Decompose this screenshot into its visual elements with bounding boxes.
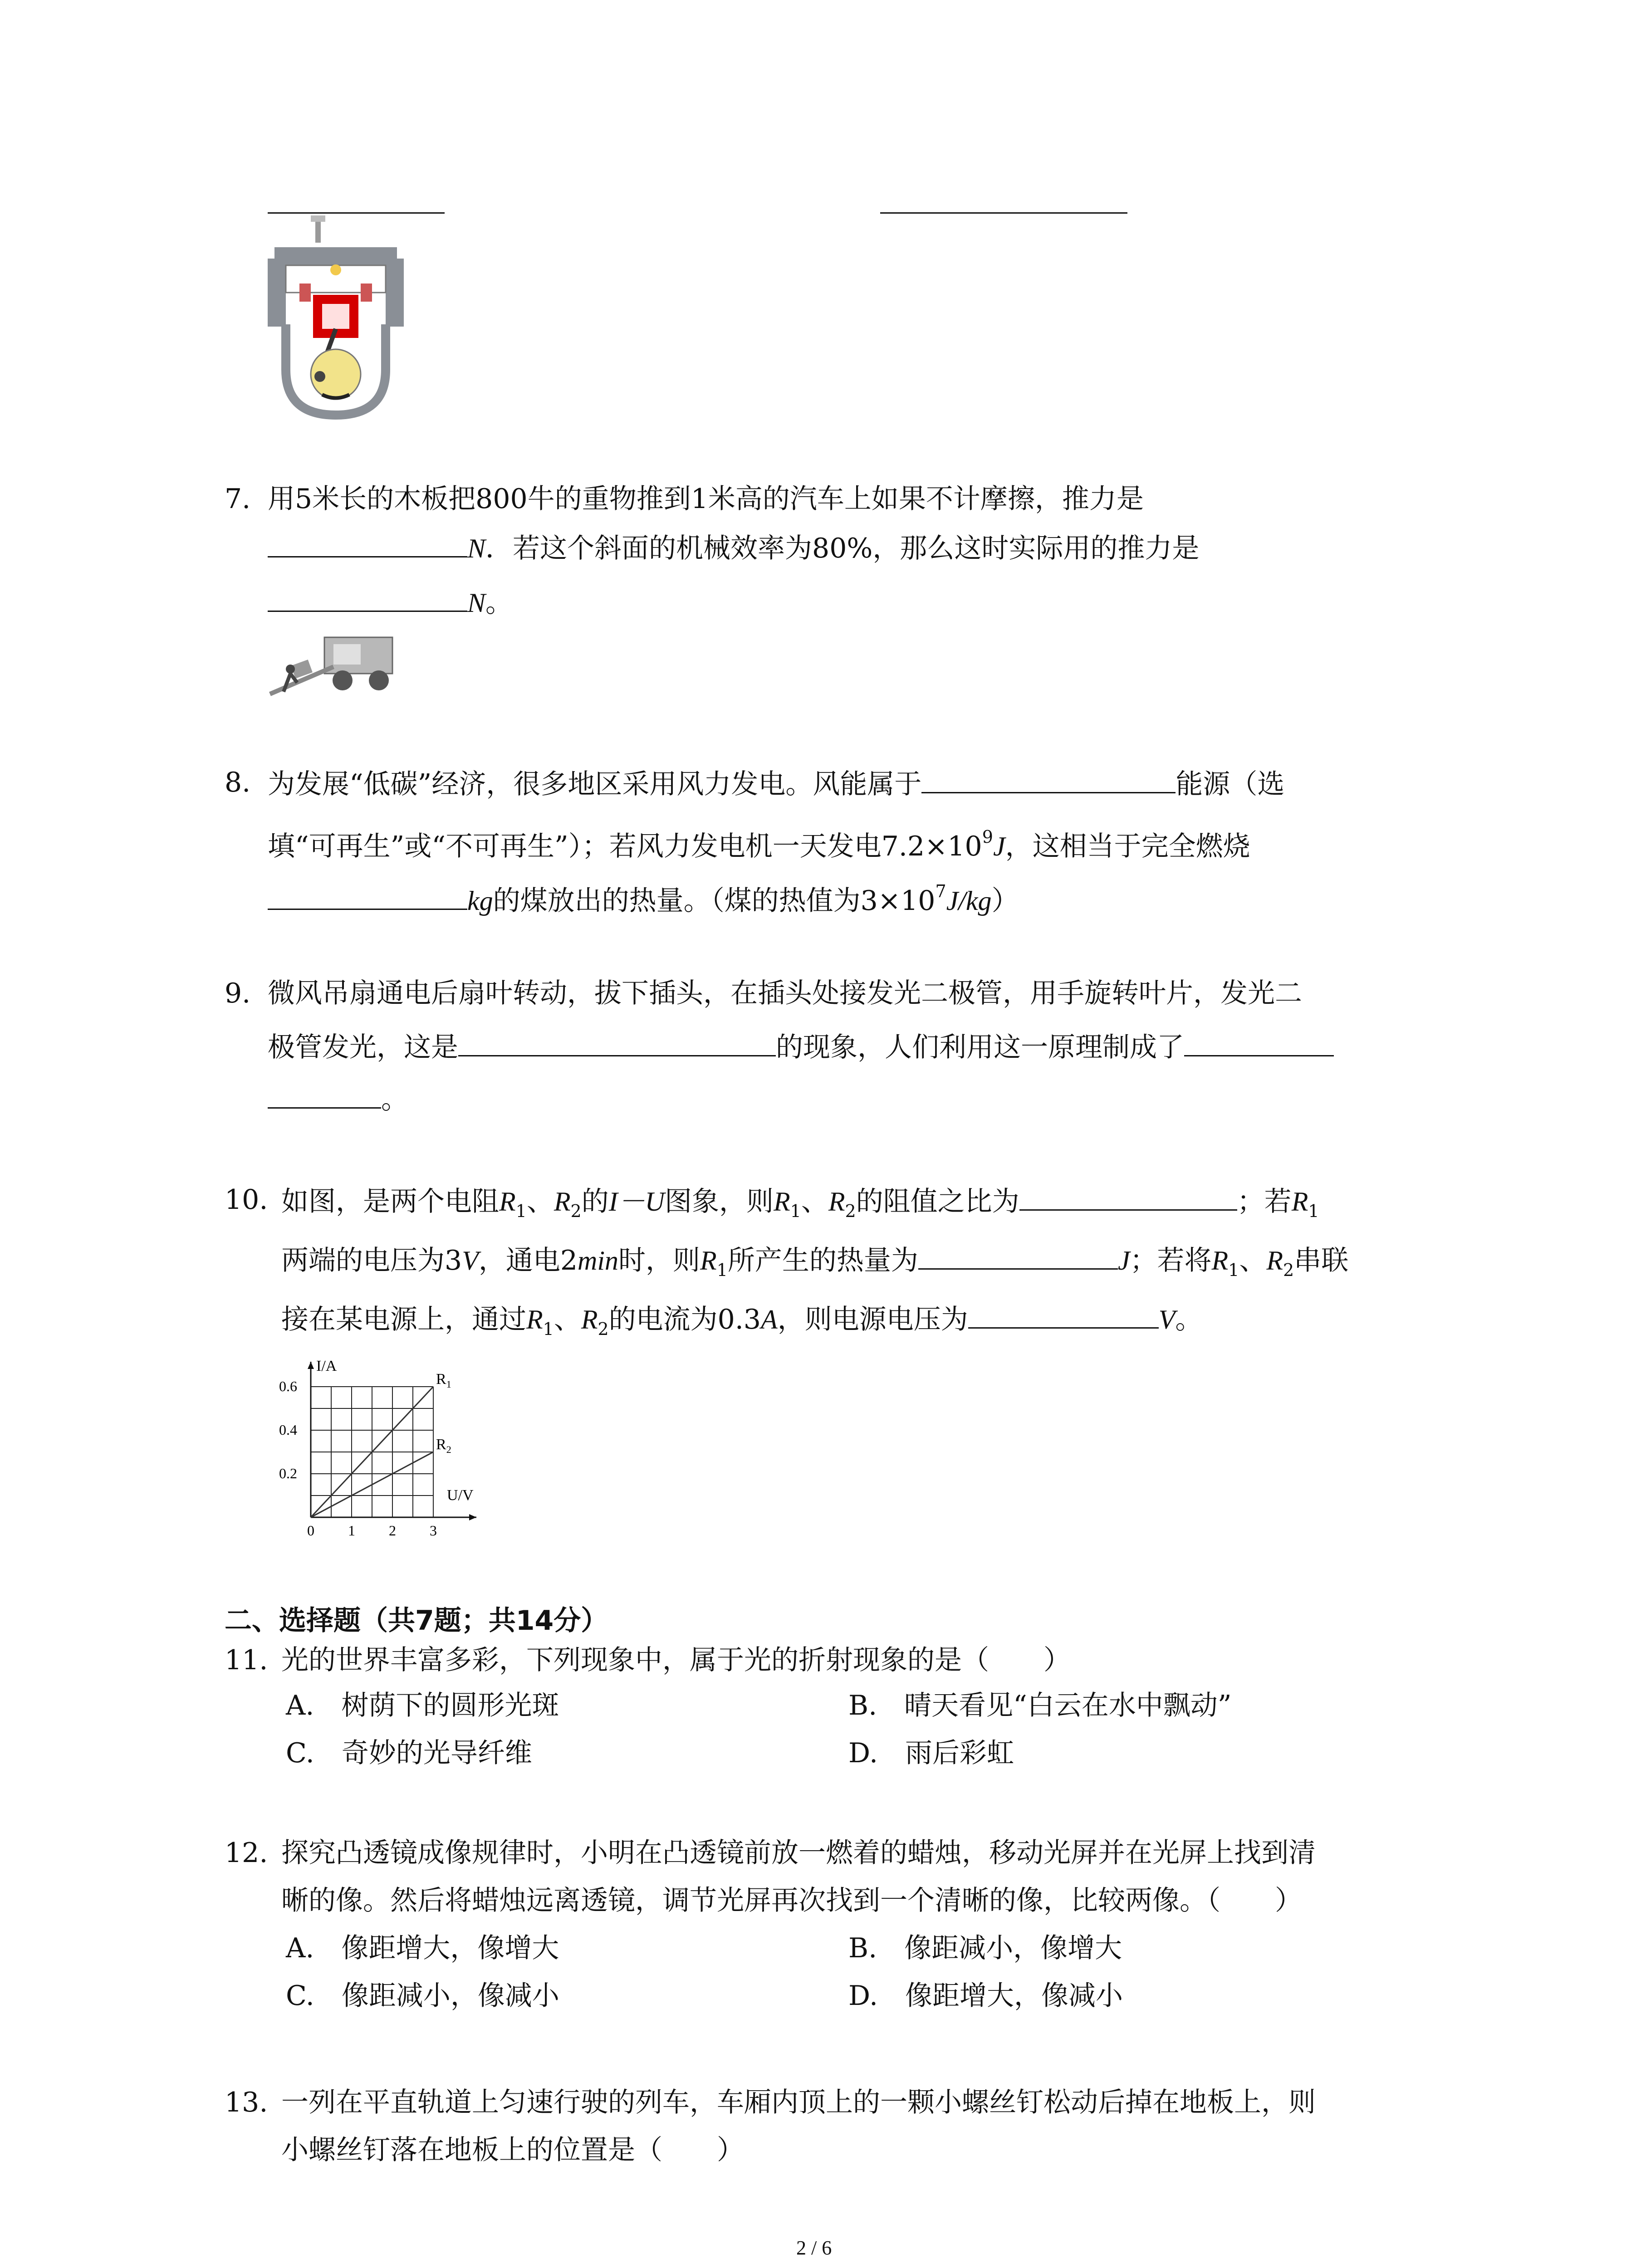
answer-blank-top-right[interactable] xyxy=(880,212,1127,214)
answer-blank[interactable] xyxy=(268,531,467,557)
question-9-text-3: 的现象，人们利用这一原理制成了 xyxy=(776,1031,1184,1063)
question-8-number: 8. xyxy=(225,767,251,798)
exponent: 7 xyxy=(935,881,946,901)
question-8-text-4: ，这相当于完全燃烧 xyxy=(1005,831,1250,862)
subscript-1: 1 xyxy=(1228,1260,1239,1280)
option-d[interactable]: D. 雨后彩虹 xyxy=(848,1737,1014,1769)
period: 。 xyxy=(485,587,513,619)
question-7-text-2: ．若这个斜面的机械效率为80%，那么这时实际用的推力是 xyxy=(485,533,1200,564)
question-7-line3 xyxy=(268,585,513,619)
unit-j-per-kg: J/kg xyxy=(946,886,992,916)
symbol-r: R xyxy=(1266,1246,1283,1276)
question-10-line3 xyxy=(281,1302,1202,1345)
subscript-2: 2 xyxy=(570,1201,582,1221)
symbol-r: R xyxy=(828,1187,845,1217)
y-tick-label: 0.2 xyxy=(279,1465,297,1481)
period: 。 xyxy=(381,1084,408,1115)
symbol-r: R xyxy=(700,1246,717,1276)
unit-ampere: A xyxy=(761,1305,778,1334)
q10-text: 的电流为0.3 xyxy=(608,1304,761,1335)
question-13-number: 13. xyxy=(225,2087,268,2118)
unit-newton: N xyxy=(467,533,486,563)
q10-text: 的 xyxy=(581,1186,609,1217)
answer-blank-continued[interactable] xyxy=(268,1082,381,1109)
option-b[interactable]: B. 晴天看见“白云在水中飘动” xyxy=(848,1690,1232,1721)
unit-joule: J xyxy=(1117,1246,1130,1276)
page-number: 2 / 6 xyxy=(796,2237,832,2259)
symbol-r: R xyxy=(1291,1187,1308,1217)
series-label-r2: $R_2$ xyxy=(436,1436,451,1455)
option-d[interactable]: D. 像距增大，像减小 xyxy=(848,1980,1123,2012)
subscript-2: 2 xyxy=(845,1201,856,1221)
question-9-line1 xyxy=(268,978,1302,1009)
series-label-subscript: 2 xyxy=(446,1444,451,1455)
option-a[interactable]: A. 像距增大，像增大 xyxy=(286,1932,559,1964)
subscript-1: 1 xyxy=(790,1201,801,1221)
question-7-number: 7. xyxy=(225,483,251,515)
q10-text: ，则电源电压为 xyxy=(777,1304,968,1335)
separator: 、 xyxy=(801,1186,828,1217)
answer-blank[interactable] xyxy=(968,1302,1159,1329)
answer-blank-top-left[interactable] xyxy=(268,212,445,214)
question-12-line1: 探究凸透镜成像规律时，小明在凸透镜前放一燃着的蜡烛，移动光屏并在光屏上找到清 xyxy=(281,1837,1316,1869)
q10-text: ；若 xyxy=(1237,1186,1292,1217)
question-8-text-2: 能源（选 xyxy=(1176,768,1285,800)
period: 。 xyxy=(1175,1304,1203,1335)
question-9-line2 xyxy=(268,1030,1334,1063)
subscript-1: 1 xyxy=(515,1201,527,1221)
x-tick-label: 0 xyxy=(307,1522,314,1539)
question-11-stem: 光的世界丰富多彩，下列现象中，属于光的折射现象的是（ ） xyxy=(281,1644,1071,1676)
q10-text: 两端的电压为3 xyxy=(281,1245,462,1276)
series-label-r1: $R_1$ xyxy=(436,1371,451,1390)
subscript-1: 1 xyxy=(716,1260,728,1280)
separator: 、 xyxy=(554,1304,581,1335)
symbol-r: R xyxy=(774,1187,790,1217)
question-9-text-2: 极管发光，这是 xyxy=(268,1031,458,1063)
section-heading: 二、选择题（共7题；共14分） xyxy=(225,1605,608,1637)
separator: 、 xyxy=(526,1186,554,1217)
unit-joule: J xyxy=(993,831,1005,861)
answer-blank[interactable] xyxy=(268,883,467,910)
symbol-r: R xyxy=(554,1187,571,1217)
y-tick-label: 0.6 xyxy=(279,1378,297,1394)
question-7-line1 xyxy=(268,483,1144,515)
answer-blank[interactable] xyxy=(458,1030,776,1056)
y-axis-arrow xyxy=(308,1362,314,1369)
question-8-line3 xyxy=(268,875,1019,917)
engine-cylinder-diagram xyxy=(268,215,404,420)
question-9-line3 xyxy=(268,1082,408,1115)
question-7-line2 xyxy=(268,531,1199,564)
separator: 、 xyxy=(1239,1245,1267,1276)
subscript-2: 2 xyxy=(598,1319,609,1339)
q10-text: 串联 xyxy=(1294,1245,1349,1276)
question-11-number: 11. xyxy=(225,1644,268,1676)
question-7-text: 用5米长的木板把800牛的重物推到1米高的汽车上如果不计摩擦，推力是 xyxy=(268,483,1144,515)
series-label-subscript: 1 xyxy=(446,1378,451,1390)
question-8-line2 xyxy=(268,821,1250,862)
y-tick-label: 0.4 xyxy=(279,1422,297,1438)
x-axis-arrow xyxy=(469,1514,476,1520)
x-tick-label: 3 xyxy=(430,1522,437,1539)
option-c[interactable]: C. 奇妙的光导纤维 xyxy=(286,1737,532,1769)
q10-text: 所产生的热量为 xyxy=(727,1245,918,1276)
option-a[interactable]: A. 树荫下的圆形光斑 xyxy=(286,1690,559,1721)
question-12-number: 12. xyxy=(225,1837,268,1869)
option-b[interactable]: B. 像距减小，像增大 xyxy=(848,1932,1122,1964)
symbol-r: R xyxy=(581,1305,598,1334)
question-13-line1: 一列在平直轨道上匀速行驶的列车，车厢内顶上的一颗小螺丝钉松动后掉在地板上，则 xyxy=(281,2087,1316,2118)
x-axis-label: U/V xyxy=(447,1487,474,1504)
question-8-line1 xyxy=(268,767,1284,800)
x-tick-label: 1 xyxy=(348,1522,355,1539)
unit-kg: kg xyxy=(467,886,493,916)
answer-blank[interactable] xyxy=(1184,1030,1334,1056)
option-c[interactable]: C. 像距减小，像减小 xyxy=(286,1980,559,2012)
q10-text: 的阻值之比为 xyxy=(856,1186,1019,1217)
q10-text: ，通电2 xyxy=(478,1245,578,1276)
question-10-line2 xyxy=(281,1243,1348,1286)
subscript-1: 1 xyxy=(543,1319,554,1339)
unit-volt: V xyxy=(462,1246,479,1276)
question-8-text: 为发展“低碳”经济，很多地区采用风力发电。风能属于 xyxy=(268,768,922,800)
unit-min: min xyxy=(578,1246,619,1276)
subscript-2: 2 xyxy=(1283,1260,1294,1280)
ramp-truck-illustration xyxy=(265,633,397,701)
question-12-line2: 晰的像。然后将蜡烛远离透镜，调节光屏再次找到一个清晰的像，比较两像。（ ） xyxy=(281,1885,1302,1916)
answer-blank[interactable] xyxy=(918,1243,1118,1270)
unit-volt: V xyxy=(1158,1305,1176,1334)
symbol-r: R xyxy=(526,1305,543,1334)
unit-newton: N xyxy=(467,588,486,618)
question-13-line2: 小螺丝钉落在地板上的位置是（ ） xyxy=(281,2134,744,2166)
q10-text: ；若将 xyxy=(1130,1245,1212,1276)
q10-text: 时，则 xyxy=(618,1245,700,1276)
symbol-r: R xyxy=(499,1187,516,1217)
question-8-text-3: 填“可再生”或“不可再生”）；若风力发电机一天发电7.2×10 xyxy=(268,831,982,862)
y-axis-label: I/A xyxy=(316,1358,337,1374)
i-u-chart xyxy=(263,1343,499,1542)
question-10-number: 10. xyxy=(225,1184,268,1216)
answer-blank[interactable] xyxy=(921,767,1176,793)
question-9-text: 微风吊扇通电后扇叶转动，拔下插头，在插头处接发光二极管，用手旋转叶片，发光二 xyxy=(268,978,1302,1009)
answer-blank[interactable] xyxy=(1019,1184,1237,1211)
paren-close: ） xyxy=(991,885,1019,917)
q10-text: 图象，则 xyxy=(665,1186,774,1217)
question-9-number: 9. xyxy=(225,978,251,1009)
exponent: 9 xyxy=(982,827,993,847)
q10-text: 如图，是两个电阻 xyxy=(281,1186,499,1217)
subscript-1: 1 xyxy=(1308,1201,1319,1221)
x-tick-label: 2 xyxy=(389,1522,396,1539)
question-10-line1 xyxy=(281,1184,1319,1227)
q10-text: 接在某电源上，通过 xyxy=(281,1304,526,1335)
symbol-r: R xyxy=(1211,1246,1229,1276)
answer-blank[interactable] xyxy=(268,585,467,612)
question-8-text-5: 的煤放出的热量。（煤的热值为3×10 xyxy=(493,885,936,917)
symbol-i-u: I－U xyxy=(608,1187,665,1217)
